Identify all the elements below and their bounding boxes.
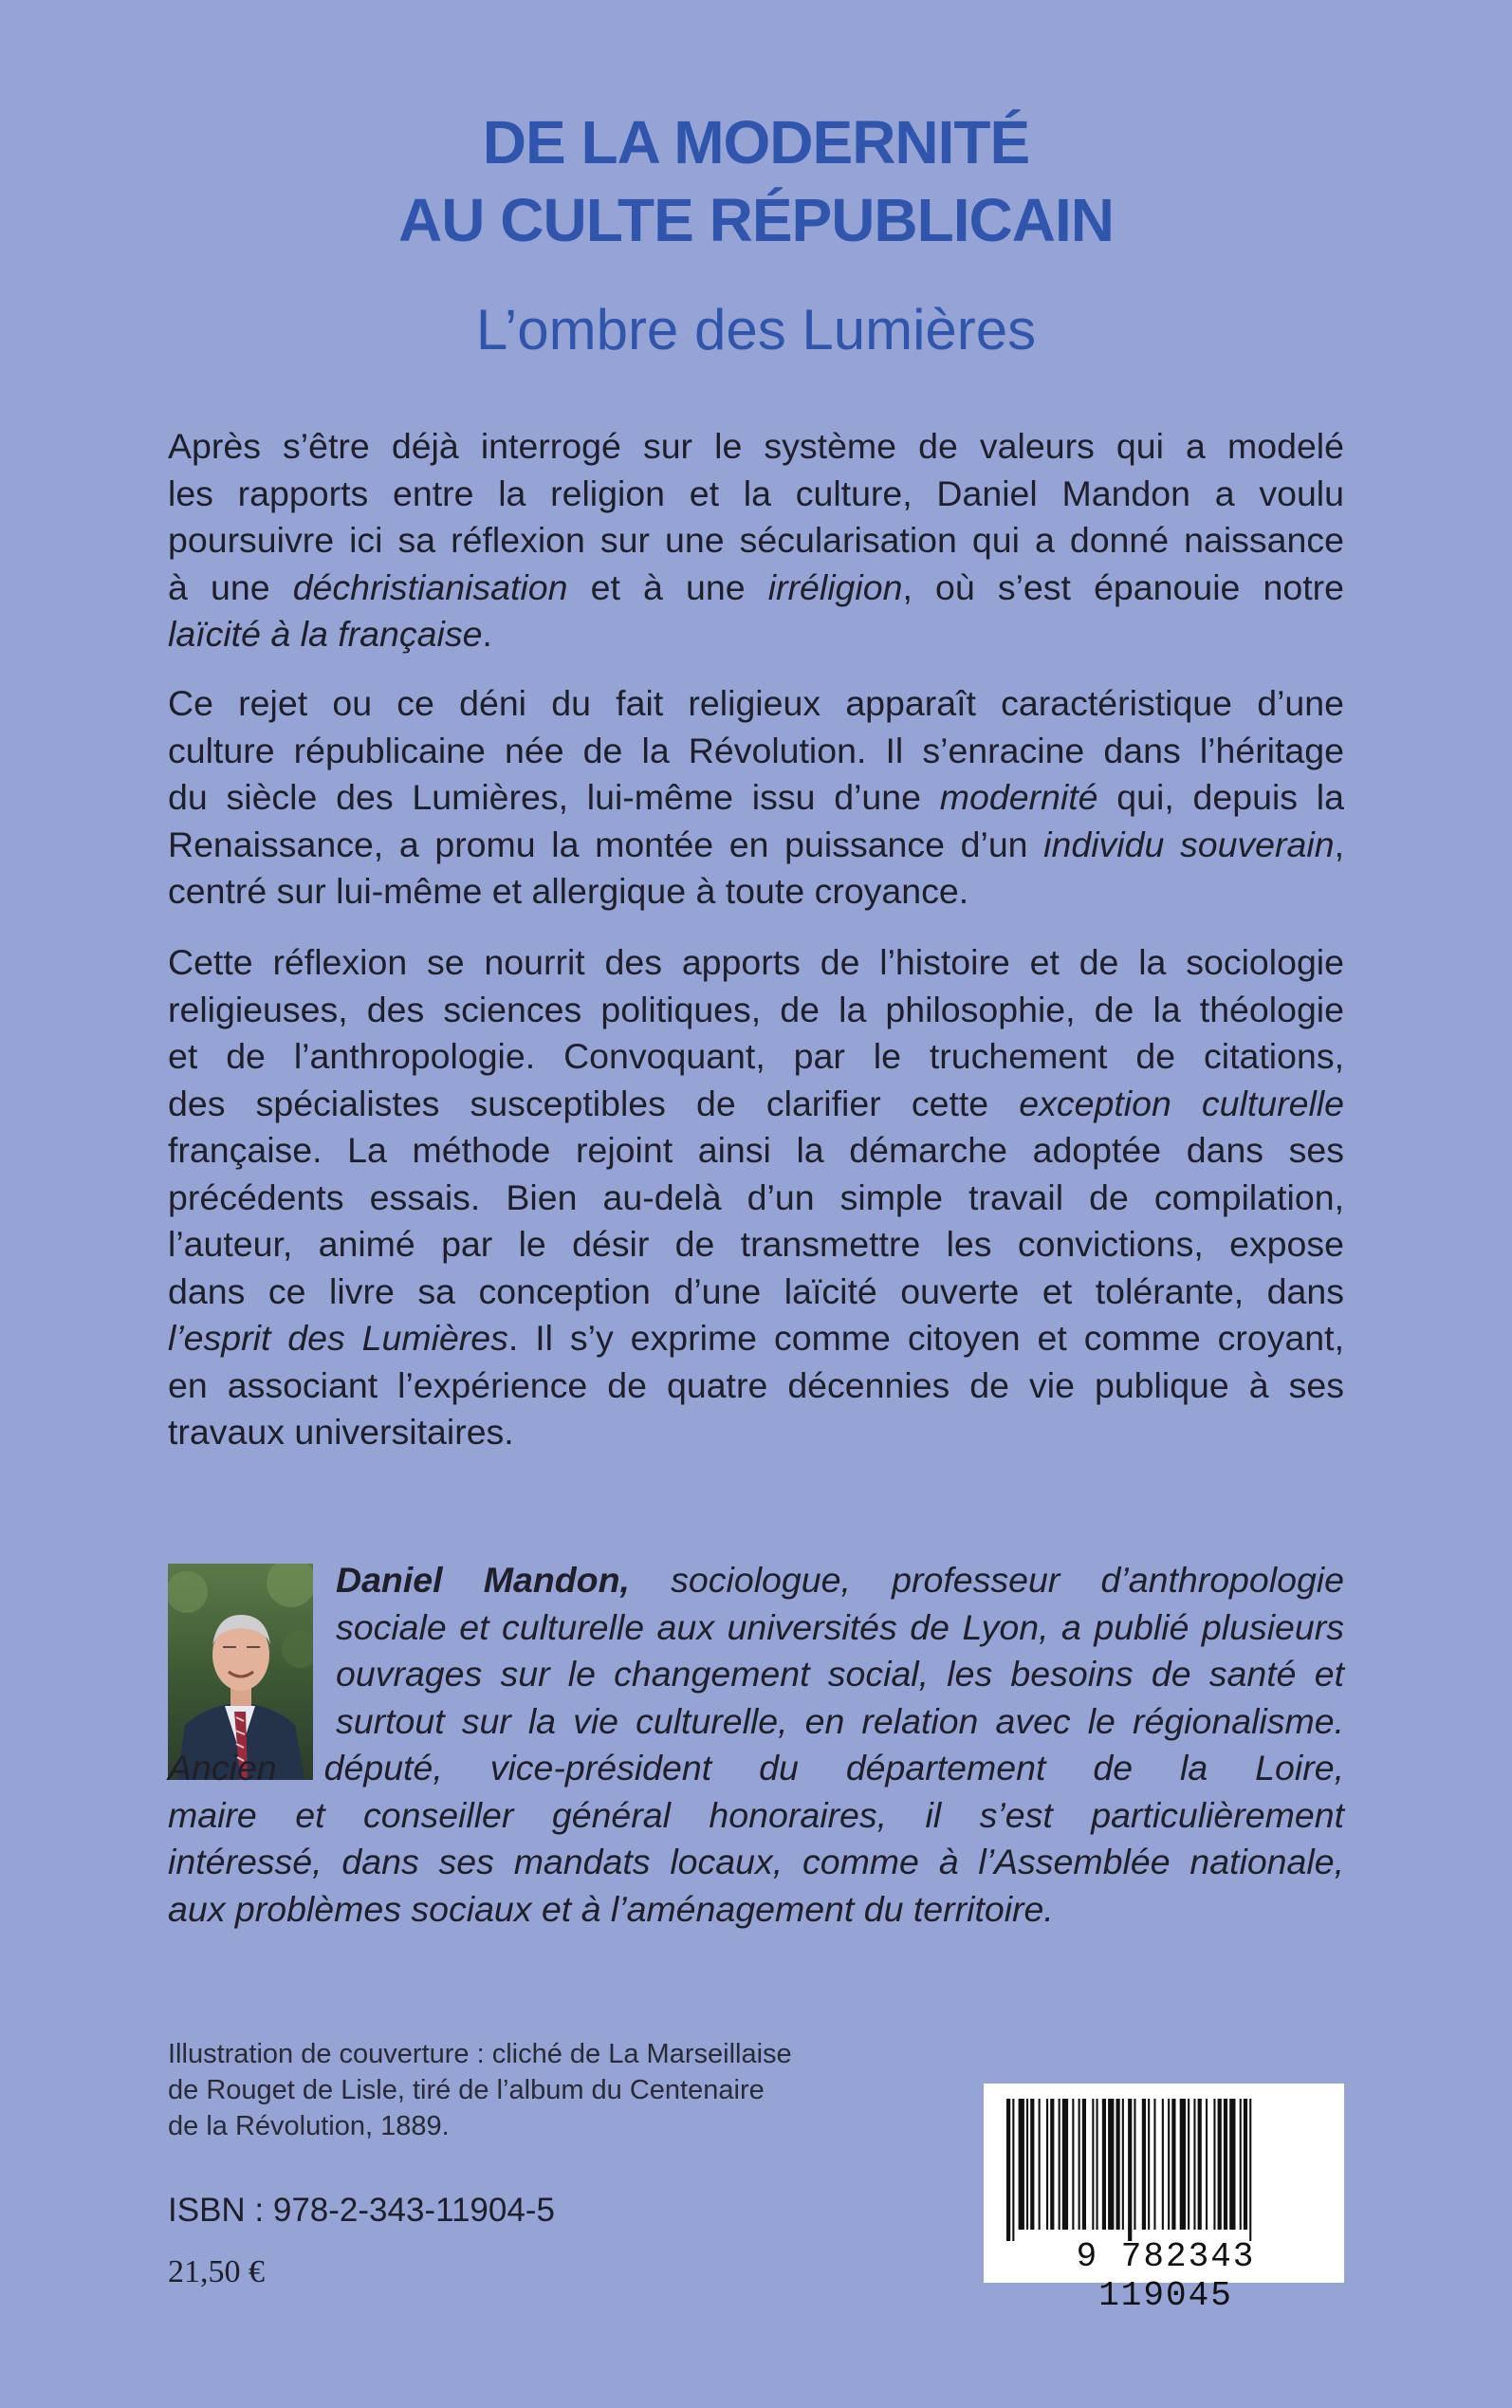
barcode-bar [1148,2099,1150,2230]
barcode-bar [1244,2099,1247,2230]
author-bio [168,1557,1344,1933]
barcode-bar [1012,2099,1014,2241]
text-line: dans ce livre sa conception d’une laïcité ouverte et tolérante, dans [168,1270,1344,1311]
title-line-2: AU CULTE RÉPUBLICAIN [398,186,1114,254]
text-line: Ce rejet ou ce déni du fait religieux apparaît caractéristique d’une [168,683,1344,723]
barcode-bar [1206,2099,1208,2230]
barcode-bar [1134,2099,1135,2230]
text-line: l’auteur, animé par le désir de transmettre les convictions, expose [168,1224,1344,1264]
barcode-bar [1046,2099,1048,2230]
text-line: et de l’anthropologie. Convoquant, par le truchement de citations, [168,1036,1344,1076]
barcode-bar [1229,2099,1235,2230]
text-line: sociale et culturelle aux universités de Lyon, a publié plusieurs [336,1606,1344,1647]
barcode-bar [1180,2099,1186,2230]
title-line-1: DE LA MODERNITÉ [482,108,1030,176]
barcode-bar [1162,2099,1164,2230]
barcode-bar [1153,2099,1155,2230]
barcode-bar [1006,2099,1010,2241]
text-line: intéressé, dans ses mandats locaux, comme à l’Assemblée nationale, [168,1842,1344,1881]
barcode-bar [1213,2099,1215,2230]
barcode-bar [1062,2099,1068,2230]
text-line: Daniel Mandon, sociologue, professeur d’anthropologie [336,1560,1344,1600]
barcode-bar [1108,2099,1114,2230]
author-name: Daniel Mandon, [336,1560,630,1600]
paragraph-2 [168,680,1344,916]
text-line: laïcité à la française. [168,614,492,654]
text-line: l’esprit des Lumières. Il s’y exprime comme citoyen et comme croyant, [168,1318,1345,1358]
barcode-bar [1198,2099,1202,2230]
subtitle: L’ombre des Lumières [475,298,1037,361]
barcode-bar [1072,2099,1074,2230]
barcode-bar [1092,2099,1094,2230]
barcode-bar [1097,2099,1098,2230]
barcode-bar [1122,2099,1124,2230]
barcode-bar [1128,2099,1132,2241]
text-line: Cette réflexion se nourrit des apports de l’histoire et de la sociologie [168,942,1344,982]
text-line: précédents essais. Bien au-delà d’un simple travail de compilation, [168,1176,1344,1217]
barcode-bar [1116,2099,1120,2230]
credit-line: de la Révolution, 1889. [168,2111,450,2141]
cover-illustration-credit [168,2036,851,2144]
barcode-bar [1171,2099,1175,2230]
barcode-bar [1142,2099,1146,2230]
text-line: ouvrages sur le changement social, les besoins de santé et [336,1654,1344,1694]
barcode-bar [1030,2099,1034,2230]
barcode-bar [1218,2099,1222,2230]
credit-line: Illustration de couverture : cliché de La Marseillaise [168,2039,792,2069]
text-line: les rapports entre la religion et la culture, Daniel Mandon a voulu [168,472,1344,513]
barcode-bar [1188,2099,1189,2230]
text-line: poursuivre ici sa réflexion sur une sécularisation qui a donné naissance [168,520,1344,560]
text-line: culture républicaine née de la Révolution. Il s’enracine dans l’héritage [168,730,1344,770]
text-line: travaux universitaires. [168,1412,514,1452]
text-line: à une déchristianisation et à une irréligion, où s’est épanouie notre [168,566,1345,607]
paragraph-1 [168,423,1344,658]
barcode-bar [1193,2099,1195,2230]
text-line: en associant l’expérience de quatre décennies de vie publique à ses [168,1364,1344,1405]
barcode-bar [1224,2099,1227,2230]
price: 21,50 € [168,2254,265,2289]
text-line: religieuses, des sciences politiques, de la philosophie, de la théologie [168,989,1344,1029]
text-line: aux problèmes sociaux et à l’aménagement du territoire. [168,1888,1054,1929]
text-line: Ancien député, vice-président du département de la Loire, [168,1748,1344,1787]
barcode-bar [1019,2099,1024,2230]
barcode-bar [1079,2099,1080,2230]
barcode-bar [1249,2099,1251,2241]
text-line: Renaissance, a promu la montée en puissance d’un individu souverain, [168,824,1344,864]
paragraph-3 [168,939,1344,1456]
text-line: Après s’être déjà interrogé sur le système de valeurs qui a modelé [168,426,1344,466]
barcode-bar [1082,2099,1086,2230]
barcode-bar [1059,2099,1060,2230]
barcode-bar [1039,2099,1041,2230]
text-line: du siècle des Lumières, lui-même issu d’une modernité qui, depuis la [168,777,1344,817]
text-line: centré sur lui-même et allergique à toute croyance. [168,871,969,911]
barcode-bar [1026,2099,1028,2230]
barcode-digits: 9 782343 119045 [1076,2237,1256,2315]
text-line: française. La méthode rejoint ainsi la démarche adoptée dans ses [168,1130,1344,1170]
text-line: surtout sur la vie culturelle, en relation avec le régionalisme. [336,1700,1344,1741]
text-line: maire et conseiller général honoraires, il s’est particulièrement [168,1794,1344,1835]
text-line: des spécialistes susceptibles de clarifier cette exception culturelle [168,1083,1344,1123]
barcode-bar [1050,2099,1054,2230]
barcode-bar [1102,2099,1106,2230]
barcode-bar [1240,2099,1242,2230]
barcode-bar [1168,2099,1170,2230]
isbn: ISBN : 978-2-343-11904-5 [168,2192,555,2229]
credit-line: de Rouget de Lisle, tiré de l’album du Centenaire [168,2075,765,2105]
